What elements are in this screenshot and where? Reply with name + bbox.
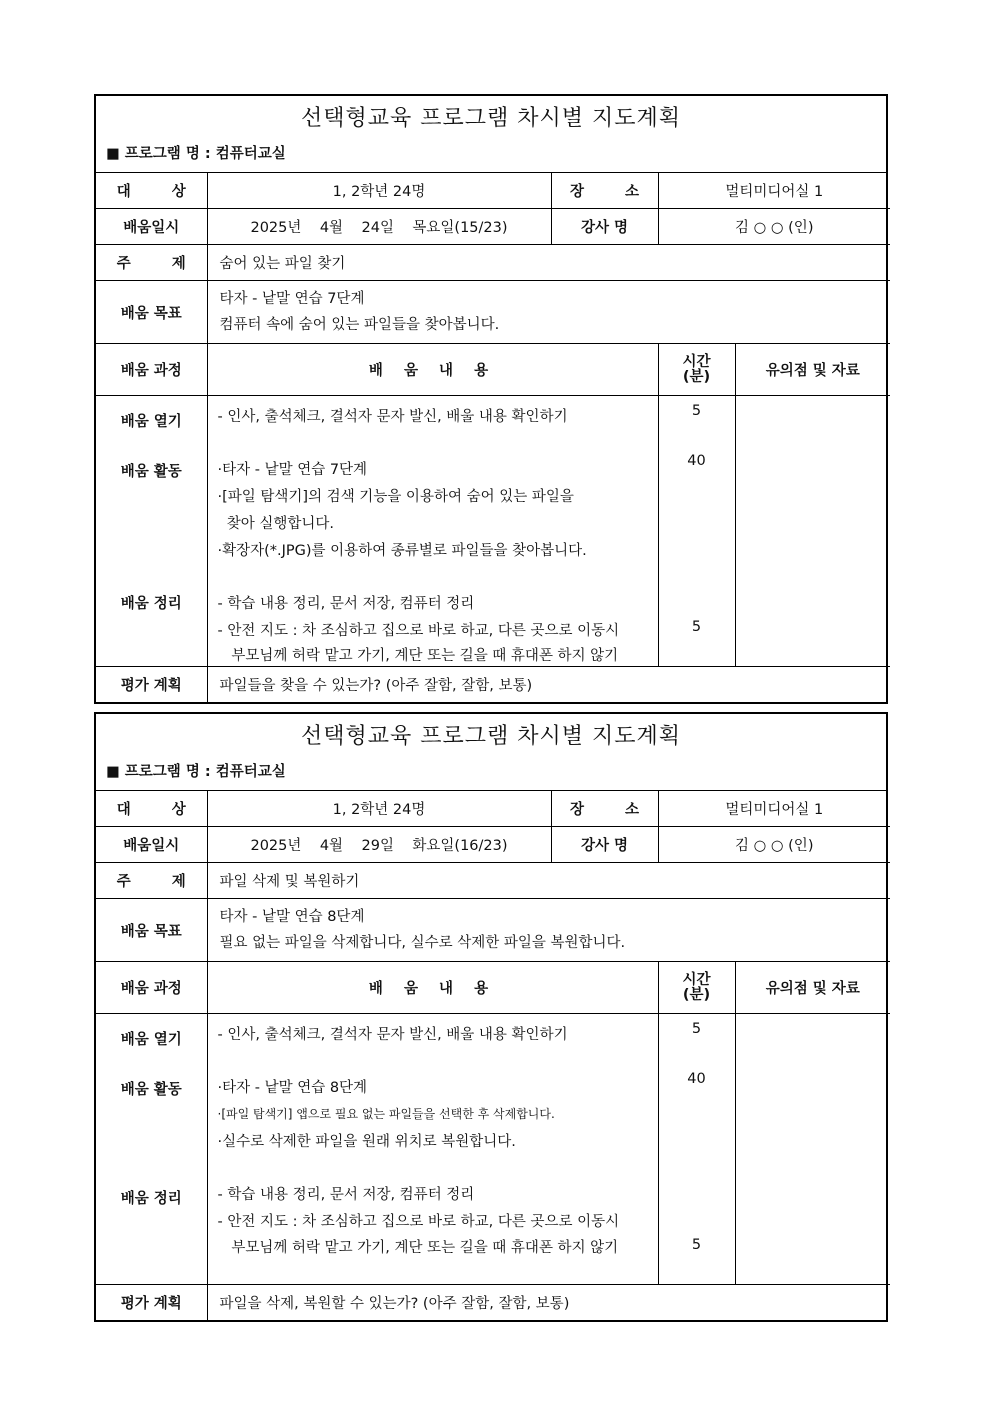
goal-value bbox=[207, 899, 890, 962]
eval-label: 평가 계획 bbox=[96, 667, 207, 703]
goal-label: 배움 목표 bbox=[96, 899, 207, 962]
time-value: 40 bbox=[687, 453, 706, 469]
teacher-label: 강사 명 bbox=[551, 827, 658, 863]
time-value: 5 bbox=[691, 403, 702, 419]
eval-value: 파일들을 찾을 수 있는가? (아주 잘함, 잘함, 보통) bbox=[207, 667, 890, 703]
date-label: 배움일시 bbox=[96, 209, 207, 245]
lesson-plan-2 bbox=[94, 712, 888, 1322]
eval-label: 평가 계획 bbox=[96, 1285, 207, 1321]
place-value: 멀티미디어실 1 bbox=[658, 173, 890, 209]
stage-activity: 배움 활동 bbox=[120, 1082, 182, 1098]
content-line: - 학습 내용 정리, 문서 저장, 컴퓨터 정리 bbox=[217, 1187, 475, 1203]
process-label: 배움 과정 bbox=[96, 962, 207, 1014]
plan-title: 선택형교육 프로그램 차시별 지도계획 bbox=[300, 724, 681, 749]
lesson-plan-1 bbox=[94, 94, 888, 704]
content-line: 부모님께 허락 맡고 가기, 계단 또는 길을 때 휴대폰 하지 않기 bbox=[217, 648, 619, 664]
topic-value: 파일 삭제 및 복원하기 bbox=[207, 863, 890, 899]
plan-title: 선택형교육 프로그램 차시별 지도계획 bbox=[300, 106, 681, 131]
place-label: 장 소 bbox=[551, 791, 658, 827]
goal-label: 배움 목표 bbox=[96, 281, 207, 344]
teacher-value: 김 ○ ○ (인) bbox=[658, 209, 890, 245]
topic-value: 숨어 있는 파일 찾기 bbox=[207, 245, 890, 281]
stage-column bbox=[96, 1014, 207, 1285]
program-name: ■ 프로그램 명 : 컴퓨터교실 bbox=[96, 142, 886, 173]
goal-line: 필요 없는 파일을 삭제합니다, 실수로 삭제한 파일을 복원합니다. bbox=[219, 935, 626, 951]
notes-cell bbox=[735, 1014, 890, 1285]
stage-close: 배움 정리 bbox=[120, 596, 182, 612]
stage-close: 배움 정리 bbox=[120, 1191, 182, 1207]
content-line: 부모님께 허락 맡고 가기, 계단 또는 길을 때 휴대폰 하지 않기 bbox=[217, 1240, 619, 1256]
content-line: ·[파일 탐색기]의 검색 기능을 이용하여 숨어 있는 파일을 bbox=[217, 489, 574, 505]
content-line: ·타자 - 낱말 연습 8단계 bbox=[217, 1080, 368, 1096]
notes-label: 유의점 및 자료 bbox=[735, 344, 890, 396]
topic-label: 주 제 bbox=[96, 245, 207, 281]
topic-label: 주 제 bbox=[96, 863, 207, 899]
content-line: - 인사, 출석체크, 결석자 문자 발신, 배울 내용 확인하기 bbox=[217, 409, 568, 425]
content-line: ·타자 - 낱말 연습 7단계 bbox=[217, 462, 368, 478]
place-value: 멀티미디어실 1 bbox=[658, 791, 890, 827]
stage-open: 배움 열기 bbox=[120, 1032, 182, 1048]
target-value: 1, 2학년 24명 bbox=[207, 173, 551, 209]
time-value: 5 bbox=[691, 1237, 702, 1253]
content-line: ·실수로 삭제한 파일을 원래 위치로 복원합니다. bbox=[217, 1134, 516, 1150]
stage-activity: 배움 활동 bbox=[120, 464, 182, 480]
process-label: 배움 과정 bbox=[96, 344, 207, 396]
plan-table bbox=[96, 791, 890, 1320]
stage-column bbox=[96, 396, 207, 667]
time-column bbox=[658, 396, 735, 667]
date-value: 2025년 4월 24일 목요일(15/23) bbox=[207, 209, 551, 245]
stage-open: 배움 열기 bbox=[120, 414, 182, 430]
content-line: ·[파일 탐색기] 앱으로 필요 없는 파일들을 선택한 후 삭제합니다. bbox=[217, 1107, 555, 1121]
program-name: ■ 프로그램 명 : 컴퓨터교실 bbox=[96, 760, 886, 791]
content-line: - 안전 지도 : 차 조심하고 집으로 바로 하교, 다른 곳으로 이동시 bbox=[217, 623, 620, 639]
content-label: 배 움 내 용 bbox=[207, 344, 658, 396]
time-column bbox=[658, 1014, 735, 1285]
content-label: 배 움 내 용 bbox=[207, 962, 658, 1014]
time-label: 시간 (분) bbox=[658, 962, 735, 1014]
content-line: - 인사, 출석체크, 결석자 문자 발신, 배울 내용 확인하기 bbox=[217, 1027, 568, 1043]
date-value: 2025년 4월 29일 화요일(16/23) bbox=[207, 827, 551, 863]
time-value: 5 bbox=[691, 1021, 702, 1037]
content-line: - 안전 지도 : 차 조심하고 집으로 바로 하교, 다른 곳으로 이동시 bbox=[217, 1214, 620, 1230]
eval-value: 파일을 삭제, 복원할 수 있는가? (아주 잘함, 잘함, 보통) bbox=[207, 1285, 890, 1321]
content-line: 찾아 실행합니다. bbox=[217, 516, 334, 532]
goal-line: 타자 - 낱말 연습 7단계 bbox=[219, 291, 365, 307]
goal-line: 컴퓨터 속에 숨어 있는 파일들을 찾아봅니다. bbox=[219, 317, 500, 333]
target-label: 대 상 bbox=[96, 791, 207, 827]
plan-table bbox=[96, 173, 890, 702]
notes-cell bbox=[735, 396, 890, 667]
content-line: - 학습 내용 정리, 문서 저장, 컴퓨터 정리 bbox=[217, 596, 475, 612]
goal-line: 타자 - 낱말 연습 8단계 bbox=[219, 909, 365, 925]
teacher-value: 김 ○ ○ (인) bbox=[658, 827, 890, 863]
date-label: 배움일시 bbox=[96, 827, 207, 863]
content-cell bbox=[207, 396, 658, 667]
time-value: 5 bbox=[691, 619, 702, 635]
target-value: 1, 2학년 24명 bbox=[207, 791, 551, 827]
notes-label: 유의점 및 자료 bbox=[735, 962, 890, 1014]
time-label: 시간 (분) bbox=[658, 344, 735, 396]
time-value: 40 bbox=[687, 1071, 706, 1087]
target-label: 대 상 bbox=[96, 173, 207, 209]
content-cell bbox=[207, 1014, 658, 1285]
content-line: ·확장자(*.JPG)를 이용하여 종류별로 파일들을 찾아봅니다. bbox=[217, 543, 587, 559]
place-label: 장 소 bbox=[551, 173, 658, 209]
goal-value bbox=[207, 281, 890, 344]
teacher-label: 강사 명 bbox=[551, 209, 658, 245]
